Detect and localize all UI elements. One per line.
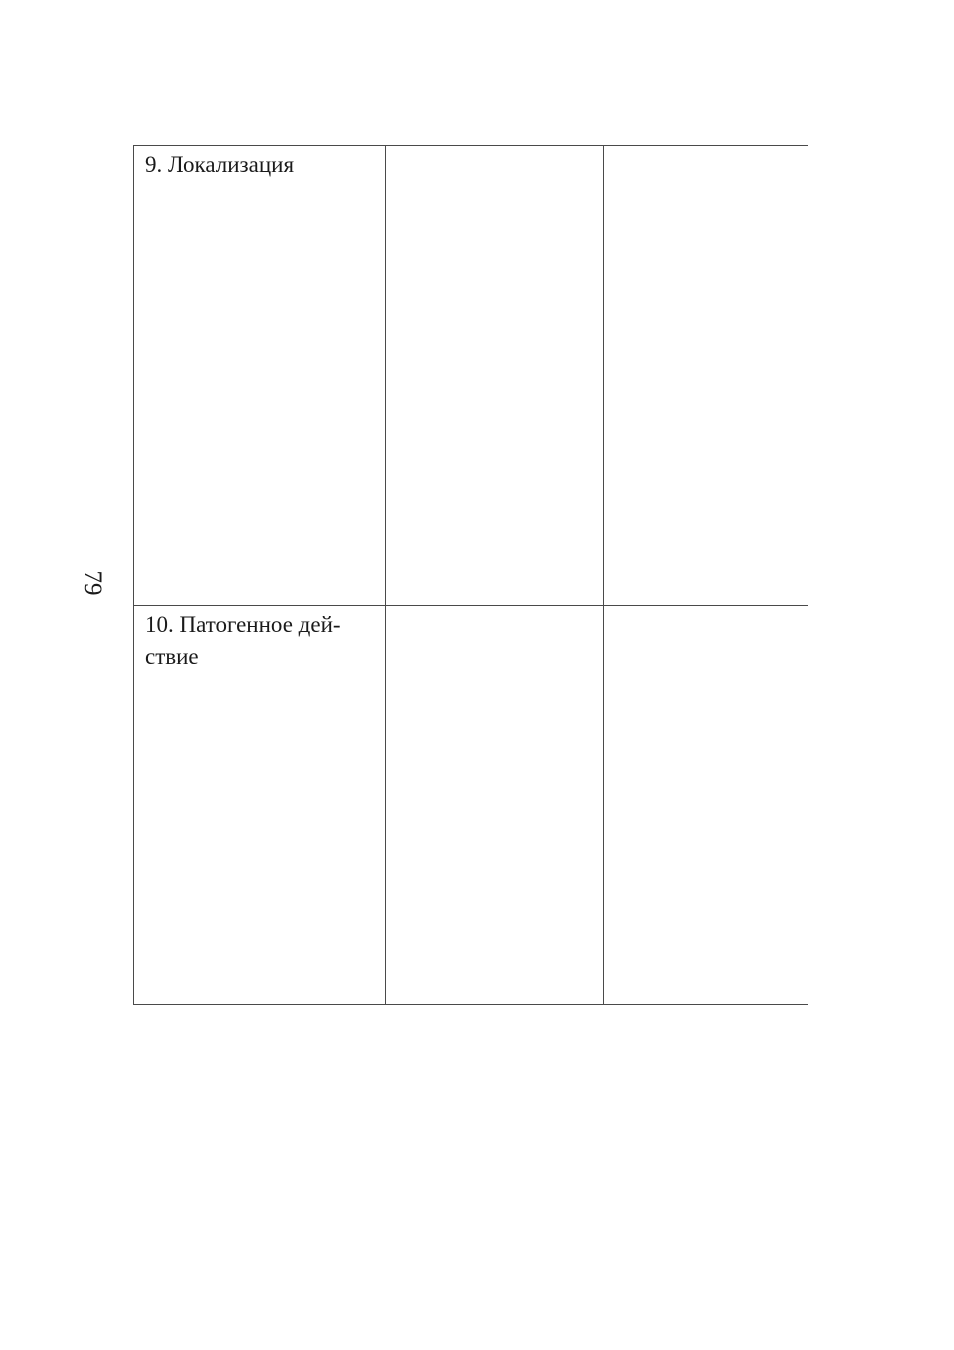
row-label-line: ствие [145, 644, 199, 669]
row-label-line: 10. Патогенное дей- [145, 612, 341, 637]
data-table [133, 145, 808, 1005]
row-label-pathogenic-action [133, 606, 385, 1004]
table-row [133, 605, 808, 1005]
row-label-localization: 9. Локализация [133, 146, 385, 605]
page-number: 79 [79, 570, 107, 596]
table-row [133, 145, 808, 605]
table-cell-empty [603, 606, 808, 1004]
table-cell-empty [603, 146, 808, 605]
table-cell-empty [385, 606, 603, 1004]
table-cell-empty [385, 146, 603, 605]
